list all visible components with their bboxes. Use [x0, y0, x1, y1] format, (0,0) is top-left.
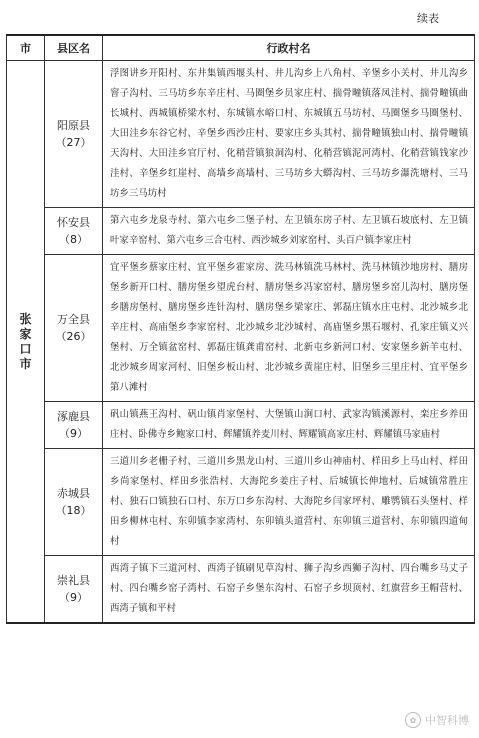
county-name: 涿鹿县: [57, 410, 90, 423]
table-row: [7, 402, 475, 449]
county-count: （27）: [55, 136, 92, 149]
city-cell: [7, 61, 45, 624]
table-row: [7, 449, 475, 556]
county-count: （9）: [59, 591, 88, 604]
watermark-text: 中智科博: [425, 714, 469, 727]
table-row: [7, 255, 475, 402]
county-cell: [45, 449, 103, 556]
watermark: [405, 712, 469, 728]
table-row: [7, 208, 475, 255]
county-cell: [45, 556, 103, 624]
wechat-icon: ✿: [405, 712, 421, 728]
county-count: （26）: [55, 330, 92, 343]
county-name: 万全县: [57, 313, 90, 326]
village-list: 宜平堡乡蔡家庄村、宜平堡乡霍家房、洗马林镇洗马林村、洗马林镇沙地房村、膳房堡乡新开口村、膳房堡乡望虎台村、膳房堡乡冯家窑村、膳房堡乡窑儿沟村、膳房堡乡膳房堡村、膳房堡乡连针沟村、膳房堡乡梁家庄、郭磊庄镇水庄屯村、北沙城乡北辛庄村、高庙堡乡李家窑村、北沙城乡北沙城村、高庙堡乡黑石堰村、孔家庄镇义兴堡村、万全镇盆窑村、郭磊庄镇龚甫窑村、北新屯乡新河口村、安家堡乡新羊屯村、北沙城乡周家河村、旧堡乡板山村、北沙城乡黄崖庄村、旧堡乡三里庄村、宜平堡乡第八滩村: [103, 255, 475, 402]
header-city: 市: [7, 35, 45, 61]
county-name: 阳原县: [57, 119, 90, 132]
county-count: （9）: [59, 427, 88, 440]
county-cell: [45, 208, 103, 255]
table-body: [7, 61, 475, 624]
county-name: 赤城县: [57, 487, 90, 500]
continued-label: 续表: [417, 12, 439, 25]
village-list: 矾山镇燕王沟村、矾山镇肖家堡村、大堡镇山涧口村、武家沟镇溪源村、栾庄乡养田庄村、卧佛寺乡鲍家口村、辉耀镇养麦川村、辉耀镇高家庄村、辉耀镇马家庙村: [103, 402, 475, 449]
city-name: 张家口市: [19, 311, 32, 371]
table-row: [7, 556, 475, 624]
village-table: [6, 34, 475, 624]
county-cell: [45, 61, 103, 208]
village-list: 浮图讲乡开阳村、东井集镇西堰头村、井儿沟乡上八角村、辛堡乡小关村、井儿沟乡窨子沟村、三马坊乡东辛庄村、马圈堡乡员家庄村、揣骨疃镇落凤洼村、揣骨疃镇曲长城村、西城镇桥梁水村、东城镇水峪口村、东城镇五马坊村、马圈堡乡马圈堡村、大田洼乡东谷它村、辛堡乡西沙庄村、要家庄乡头其村、揣骨疃镇独山村、揣骨疃镇天沟村、大田洼乡官厅村、化稍营镇狼洞沟村、化稍营镇泥河湾村、化稍营镇钱家沙洼村、辛堡乡红崖村、高墙乡高墙村、三马坊乡大蟒沟村、三马坊乡瀑洗塘村、三马坊乡三马坊村: [103, 61, 475, 208]
village-list: 三道川乡老栅子村、三道川乡黑龙山村、三道川乡山神庙村、样田乡上马山村、样田乡尚家堡村、样田乡张浩村、大海陀乡姜庄子村、后城镇长伸地村、后城镇常胜庄村、独石口镇独石口村、东万口乡东沟村、大海陀乡闫家坪村、雕鹗镇石头堡村、样田乡柳林屯村、东卯镇李家湾村、东卯镇头道营村、东卯镇三道营村、东卯镇四道甸村: [103, 449, 475, 556]
village-list: 第六屯乡龙泉寺村、第六屯乡二堡子村、左卫镇东房子村、左卫镇石坡底村、左卫镇叶家辛窑村、第六屯乡三合屯村、西沙城乡刘家窑村、头百户镇李家庄村: [103, 208, 475, 255]
county-cell: [45, 255, 103, 402]
header-villages: 行政村名: [103, 35, 475, 61]
table-row: [7, 61, 475, 208]
table-header-row: [7, 35, 475, 61]
county-name: 怀安县: [57, 216, 90, 229]
county-cell: [45, 402, 103, 449]
county-name: 崇礼县: [57, 574, 90, 587]
county-count: （8）: [59, 233, 88, 246]
village-list: 西湾子镇下三道河村、西湾子镇刷见草沟村、狮子沟乡西狮子沟村、四台嘴乡马丈子村、四台嘴乡窑子湾村、石窑子乡堡东沟村、石窑子乡坝顶村、红旗营乡王帽营村、西湾子镇和平村: [103, 556, 475, 624]
county-count: （18）: [55, 504, 92, 517]
header-county: 县区名: [45, 35, 103, 61]
